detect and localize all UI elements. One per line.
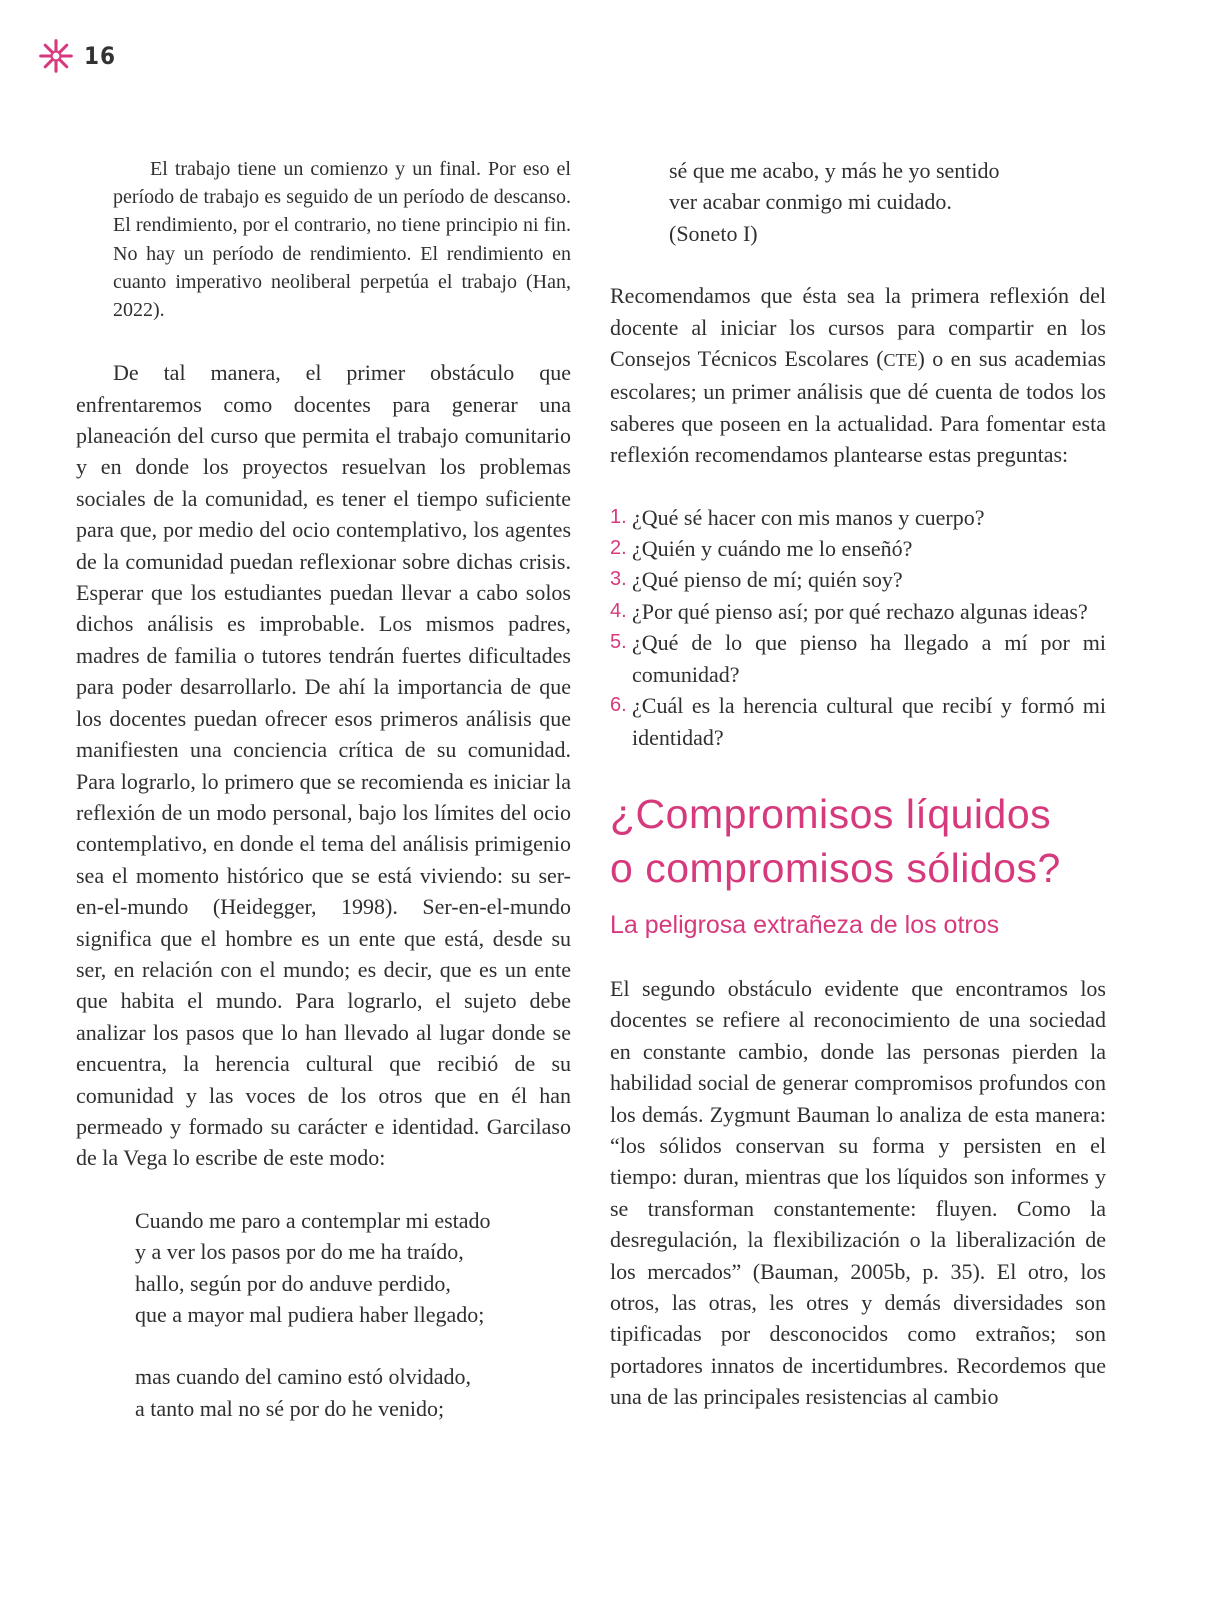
abbreviation: CTE xyxy=(883,350,918,371)
verse-line: mas cuando del camino estó olvidado, xyxy=(135,1364,472,1390)
list-number: 6. xyxy=(610,694,627,717)
list-item xyxy=(610,596,1106,627)
verse-line: ver acabar conmigo mi cuidado. xyxy=(669,189,952,215)
paragraph-text: ) o en sus academias escolares; un primer análisis que dé cuenta de todos los saberes que poseen en la actualidad. Para fomentar esta reflexión recomendamos plantearse estas preguntas: xyxy=(610,346,1106,468)
verse-citation: (Soneto I) xyxy=(669,220,758,246)
paragraph-text: Recomendamos que ésta sea la primera reflexión del docente al iniciar los cursos para compartir en los Consejos Técnicos Escolares ( xyxy=(610,283,1106,372)
list-text: ¿Qué de lo que pienso ha llegado a mí por mi comunidad? xyxy=(632,630,1106,687)
list-item xyxy=(610,564,1106,595)
body-paragraph xyxy=(610,280,1106,470)
list-number: 5. xyxy=(610,631,627,654)
list-item xyxy=(610,627,1106,690)
right-column xyxy=(610,155,1106,1413)
verse-line: sé que me acabo, y más he yo sentido xyxy=(669,158,1000,183)
list-number: 3. xyxy=(610,568,627,591)
section-subheading: La peligrosa extrañeza de los otros xyxy=(610,910,1000,939)
heading-line: ¿Compromisos líquidos xyxy=(610,790,1052,837)
heading-line: o compromisos sólidos? xyxy=(610,844,1061,891)
left-column xyxy=(76,155,571,1424)
verse-stanza xyxy=(135,1361,571,1424)
verse-stanza xyxy=(135,1205,571,1331)
starburst-icon xyxy=(38,38,74,74)
page-number: 16 xyxy=(84,42,117,70)
verse-line: hallo, según por do anduve perdido, xyxy=(135,1270,451,1296)
list-item xyxy=(610,690,1106,753)
body-paragraph: De tal manera, el primer obstáculo que enfrentaremos como docentes para generar una planeación del curso que permita el trabajo comunitario y en donde los proyectos resuelvan los problemas sociales de la comunidad, es tener el tiempo suficiente para que, por medio del ocio contemplativo, los agentes de la comunidad puedan reflexionar sobre dichas crisis. Esperar que los estudiantes puedan llevar a cabo solos dichos análisis es improbable. Los mismos padres, madres de familia o tutores tendrán fuertes dificultades para poder desarrollarlo. De ahí la importancia de que los docentes puedan ofrecer esos primeros análisis que manifiesten una conciencia crítica de su comunidad. Para lograrlo, lo primero que se recomienda es iniciar la reflexión de un modo personal, bajo los límites del ocio contemplativo, en donde el tema del análisis primigenio sea el momento histórico que se está viviendo: su ser-en-el-mundo (Heidegger, 1998). Ser-en-el-mundo significa que el hombre es un ente que está, desde su ser, en relación con el mundo; es decir, que es un ente que habita el mundo. Para lograrlo, el sujeto debe analizar los pasos que lo han llevado al lugar donde se encuentra, la herencia cultural que recibió de su comunidad y las voces de los otros que en él han permeado y formado su carácter e identidad. Garcilaso de la Vega lo escribe de este modo: xyxy=(76,360,571,1171)
list-text: ¿Qué pienso de mí; quién soy? xyxy=(632,567,903,593)
body-paragraph: El segundo obstáculo evidente que encontramos los docentes se refiere al reconocimiento de una sociedad en constante cambio, donde las personas pierden la habilidad social de generar compromisos profundos con los demás. Zygmunt Bauman lo analiza de esta manera: “los sólidos conservan su forma y persisten en el tiempo: duran, mientras que los líquidos son informes y se transforman constantemente: fluyen. Como la desregulación, la flexibilización o la liberalización de los mercados” (Bauman, 2005b, p. 35). El otro, los otros, las otras, les otres y demás diversidades son tipificadas por desconocidos como extraños; son portadores innatos de incertidumbres. Recordemos que una de las principales resistencias al cambio xyxy=(610,975,1106,1410)
list-text: ¿Por qué pienso así; por qué rechazo algunas ideas? xyxy=(632,598,1088,624)
verse-continued xyxy=(669,155,1106,249)
list-number: 1. xyxy=(610,505,627,528)
verse-line: a tanto mal no sé por do he venido; xyxy=(135,1395,445,1421)
list-item xyxy=(610,502,1106,533)
list-text: ¿Quién y cuándo me lo enseñó? xyxy=(632,536,913,562)
verse-line: y a ver los pasos por do me ha traído, xyxy=(135,1239,464,1265)
list-number: 4. xyxy=(610,599,627,622)
section-heading xyxy=(610,787,1106,895)
questions-list xyxy=(610,502,1106,753)
page-header xyxy=(38,38,116,74)
list-item xyxy=(610,533,1106,564)
list-number: 2. xyxy=(610,537,627,560)
list-text: ¿Cuál es la herencia cultural que recibí y formó mi identidad? xyxy=(632,693,1106,750)
list-text: ¿Qué sé hacer con mis manos y cuerpo? xyxy=(632,504,985,530)
block-quote: El trabajo tiene un comienzo y un final. Por eso el período de trabajo es seguido de un período de descanso. El rendimiento, por el contrario, no tiene principio ni fin. No hay un período de rendimiento. El rendimiento en cuanto imperativo neoliberal perpetúa el trabajo (Han, 2022). xyxy=(113,158,571,322)
verse-line: que a mayor mal pudiera haber llegado; xyxy=(135,1302,485,1327)
verse-line: Cuando me paro a contemplar mi estado xyxy=(135,1207,491,1233)
